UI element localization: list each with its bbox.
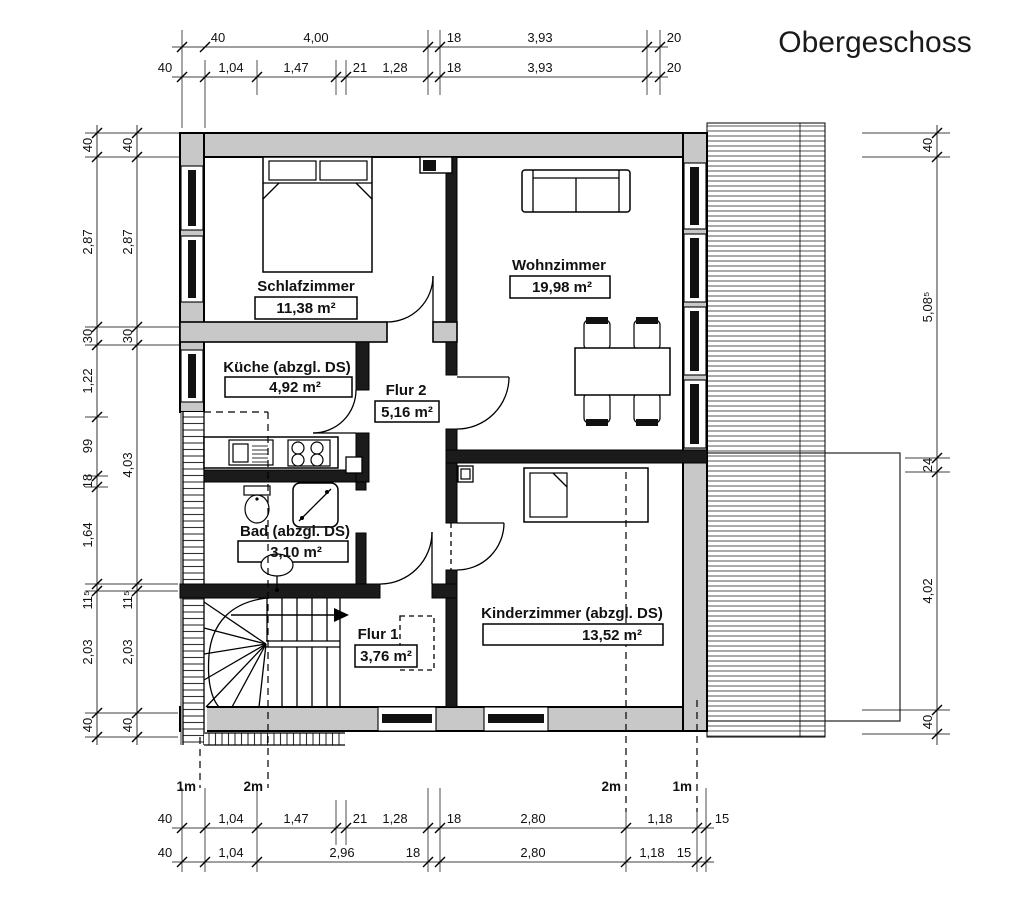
svg-text:18: 18	[80, 473, 95, 489]
chair-icon	[634, 393, 660, 426]
dim-chain-bottom-2	[158, 845, 714, 867]
wall-bad-south-right	[432, 584, 457, 598]
svg-text:2,80: 2,80	[520, 811, 546, 826]
svg-text:1,28: 1,28	[382, 60, 408, 75]
room-area: 11,38 m²	[276, 300, 336, 317]
door-schlafzimmer	[387, 276, 433, 322]
dim-chain-bottom-1	[158, 811, 729, 833]
svg-text:40: 40	[157, 60, 173, 75]
svg-text:99: 99	[80, 438, 95, 454]
dim-chain-right	[920, 125, 942, 745]
room-name: Küche (abzgl. DS)	[223, 359, 351, 376]
duct-kinderzimmer	[458, 466, 473, 482]
room-name: Kinderzimmer (abzgl. DS)	[481, 605, 663, 622]
svg-text:18: 18	[405, 845, 421, 860]
svg-text:18: 18	[446, 60, 462, 75]
chair-icon	[634, 317, 660, 350]
roof-edge-band-bottom	[204, 732, 345, 746]
wall-bad-south-left	[180, 584, 380, 598]
svg-text:15: 15	[714, 811, 730, 826]
balcony-deck	[707, 123, 825, 737]
room-area: 13,52 m²	[581, 627, 643, 644]
wall-flur1-kinderzimmer-upper	[446, 463, 457, 523]
stair-direction-arrow	[231, 608, 349, 622]
room-label-flur1	[355, 626, 417, 667]
height-line-label: 1m	[672, 779, 692, 794]
kitchen-counter-icon	[204, 437, 338, 468]
door-wohnzimmer	[457, 377, 509, 429]
svg-text:11⁵: 11⁵	[120, 590, 135, 610]
shower-icon	[293, 483, 338, 527]
dim-chain-left-inner	[120, 125, 142, 745]
duct-flur2	[346, 457, 362, 473]
svg-text:1,47: 1,47	[283, 811, 309, 826]
svg-text:18: 18	[446, 30, 462, 45]
svg-text:4,02: 4,02	[920, 578, 935, 604]
svg-text:24: 24	[920, 457, 935, 473]
wall-kueche-flur2-upper	[356, 342, 369, 390]
svg-text:40: 40	[120, 137, 135, 153]
dim-chain-top-2	[158, 60, 681, 82]
toilet-icon	[244, 486, 270, 523]
wall-kueche-bad	[204, 470, 356, 482]
svg-text:1,64: 1,64	[80, 522, 95, 548]
window-left-1	[181, 166, 203, 230]
svg-text:4,03: 4,03	[120, 452, 135, 478]
room-label-kueche	[223, 359, 352, 397]
svg-text:1,28: 1,28	[382, 811, 408, 826]
svg-text:1,22: 1,22	[80, 368, 95, 394]
svg-text:40: 40	[120, 717, 135, 733]
wall-schlaf-wohn	[446, 157, 457, 322]
svg-text:21: 21	[352, 811, 368, 826]
room-name: Flur 2	[385, 382, 427, 399]
height-line-label: 2m	[601, 779, 621, 794]
window-right-3	[684, 307, 706, 375]
room-name: Schlafzimmer	[257, 278, 355, 295]
svg-text:11⁵: 11⁵	[80, 590, 95, 610]
svg-text:2,87: 2,87	[120, 229, 135, 255]
dim-chain-left-outer	[80, 125, 102, 745]
sofa-icon	[522, 170, 630, 212]
room-label-flur2	[375, 382, 439, 422]
window-right-4	[684, 380, 706, 448]
svg-text:5,08⁵: 5,08⁵	[920, 291, 935, 323]
chair-icon	[584, 393, 610, 426]
svg-text:30: 30	[120, 328, 135, 344]
bath-fixtures	[244, 483, 338, 527]
svg-text:40: 40	[157, 845, 173, 860]
svg-text:30: 30	[80, 328, 95, 344]
single-bed-icon	[524, 468, 648, 522]
double-bed-icon	[263, 157, 372, 272]
svg-text:2,87: 2,87	[80, 229, 95, 255]
svg-text:2,80: 2,80	[520, 845, 546, 860]
room-area: 5,16 m²	[381, 404, 433, 421]
window-right-1	[684, 163, 706, 229]
dim-chain-top-1	[172, 30, 681, 52]
svg-text:20: 20	[666, 60, 682, 75]
svg-text:40: 40	[80, 137, 95, 153]
svg-text:21: 21	[352, 60, 368, 75]
svg-text:1,04: 1,04	[218, 811, 244, 826]
svg-text:4,00: 4,00	[303, 30, 329, 45]
svg-text:20: 20	[666, 30, 682, 45]
room-label-schlafzimmer	[255, 278, 357, 319]
wall-bad-east	[356, 533, 366, 584]
window-left-2	[181, 236, 203, 302]
svg-text:40: 40	[80, 717, 95, 733]
svg-text:40: 40	[920, 137, 935, 153]
chimney	[420, 157, 452, 173]
svg-text:1,47: 1,47	[283, 60, 309, 75]
room-area: 4,92 m²	[269, 379, 321, 396]
cooktop-icon	[288, 440, 330, 466]
wall-schlafzimmer-south-left	[180, 322, 387, 342]
room-label-bad	[238, 523, 350, 592]
roof-edge-band-left	[181, 412, 207, 745]
svg-text:15: 15	[676, 845, 692, 860]
window-right-2	[684, 234, 706, 302]
svg-text:1,04: 1,04	[218, 60, 244, 75]
room-area: 3,10 m²	[270, 544, 322, 561]
svg-text:40: 40	[157, 811, 173, 826]
dining-table-icon	[575, 317, 670, 426]
wall-wohnzimmer-south	[446, 450, 707, 463]
svg-text:40: 40	[920, 714, 935, 730]
svg-text:1,18: 1,18	[647, 811, 673, 826]
window-bottom-2	[484, 707, 548, 731]
room-name: Flur 1	[357, 626, 399, 643]
svg-text:3,93: 3,93	[527, 60, 553, 75]
page-title: Obergeschoss	[778, 26, 972, 59]
wall-top	[180, 133, 707, 157]
room-name: Wohnzimmer	[512, 257, 606, 274]
room-area: 3,76 m²	[360, 648, 412, 665]
svg-text:1,18: 1,18	[639, 845, 665, 860]
room-area: 19,98 m²	[531, 279, 593, 296]
window-bottom-1	[378, 707, 436, 731]
room-name: Bad (abzgl. DS)	[239, 523, 351, 540]
chair-icon	[584, 317, 610, 350]
svg-text:3,93: 3,93	[527, 30, 553, 45]
door-kinderzimmer	[451, 523, 504, 570]
wall-bottom	[180, 707, 707, 731]
svg-text:1,04: 1,04	[218, 845, 244, 860]
height-line-label: 1m	[176, 779, 196, 794]
svg-text:2,03: 2,03	[120, 639, 135, 665]
door-flur2	[380, 532, 432, 584]
room-label-wohnzimmer	[510, 257, 610, 298]
height-line-label: 2m	[243, 779, 263, 794]
room-label-kinderzimmer	[481, 605, 663, 645]
staircase	[204, 598, 349, 707]
window-left-3	[181, 350, 203, 402]
svg-text:2,96: 2,96	[329, 845, 355, 860]
svg-text:40: 40	[210, 30, 226, 45]
svg-text:2,03: 2,03	[80, 639, 95, 665]
svg-text:18: 18	[446, 811, 462, 826]
wall-schlafzimmer-south-right	[433, 322, 457, 342]
